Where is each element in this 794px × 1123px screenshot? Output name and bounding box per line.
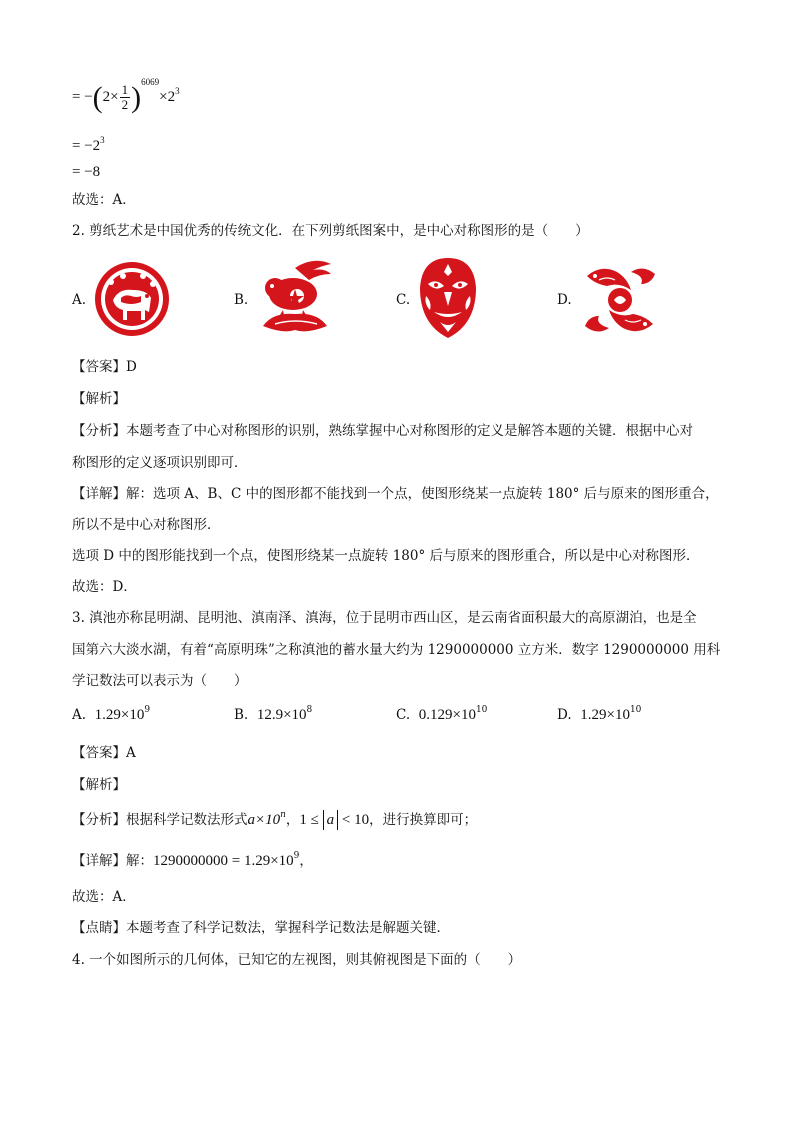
q1-conclusion: 故选：A． xyxy=(72,192,136,208)
q3-option-c xyxy=(396,707,487,724)
close-paren: ) xyxy=(131,81,142,114)
papercut-opera-mask-image xyxy=(418,256,478,340)
q3-answer: 【答案】A xyxy=(72,745,136,761)
inequality-text: < 10 xyxy=(338,812,370,828)
q2-option-a-label: A. xyxy=(72,292,87,308)
math-text: 2× xyxy=(102,89,119,105)
exponent: 10 xyxy=(629,705,642,715)
exponent: 6069 xyxy=(141,77,160,87)
fraction-numerator: 1 xyxy=(121,82,129,98)
option-value: 0.129×10 xyxy=(418,707,476,723)
q2-stem: 2. 剪纸艺术是中国优秀的传统文化．在下列剪纸图案中，是中心对称图形的是（ ） xyxy=(72,223,589,239)
option-label: A. xyxy=(72,707,87,723)
q2-analysis-line-2: 称图形的定义逐项识别即可． xyxy=(72,455,248,471)
q3-stem-line-1: 3. 滇池亦称昆明湖、昆明池、滇南泽、滇海，位于昆明市西山区，是云南省面积最大的高原湖泊，也是全 xyxy=(72,610,697,626)
exponent: n xyxy=(280,810,286,820)
q3-comment: 【点睛】本题考查了科学记数法，掌握科学记数法是解题关键． xyxy=(72,920,450,936)
math-line-3 xyxy=(72,162,100,182)
q3-conclusion: 故选：A． xyxy=(72,889,136,905)
fraction xyxy=(120,83,131,112)
exponent: 3 xyxy=(175,86,180,96)
q2-detail-line-2: 所以不是中心对称图形． xyxy=(72,517,221,533)
papercut-two-fish-image xyxy=(581,262,659,338)
math-text: = − xyxy=(72,89,93,105)
absolute-value: a xyxy=(323,810,339,830)
exponent: 9 xyxy=(293,851,300,861)
fraction-denominator: 2 xyxy=(121,97,129,113)
exponent: 10 xyxy=(475,705,488,715)
q2-option-c-label: C. xyxy=(396,292,411,308)
papercut-rabbit-image xyxy=(255,258,337,340)
math-line-1 xyxy=(72,77,180,114)
inequality-text: 1 ≤ xyxy=(299,812,323,828)
option-value: 1.29×10 xyxy=(94,707,145,723)
q2-option-d-label: D. xyxy=(557,292,572,308)
math-text: = −2 xyxy=(72,138,101,154)
math-line-2 xyxy=(72,136,105,156)
q3-option-b xyxy=(234,707,312,724)
q3-option-a xyxy=(72,707,150,724)
q3-stem-line-2: 国第六大淡水湖，有着“高原明珠”之称滇池的蓄水量大约为 1290000000 立方米．数字 1290000000 用科 xyxy=(72,642,721,658)
q3-analysis xyxy=(72,810,477,830)
detail-text: ， xyxy=(299,853,313,869)
q2-jiexi: 【解析】 xyxy=(72,391,126,407)
q3-detail xyxy=(72,851,313,871)
sci-notation-formula: a×10 xyxy=(247,812,281,828)
open-paren: ( xyxy=(92,81,103,114)
q3-jiexi: 【解析】 xyxy=(72,777,126,793)
option-value: 12.9×10 xyxy=(256,707,307,723)
option-label: D. xyxy=(557,707,572,723)
analysis-text: 【分析】根据科学记数法形式 xyxy=(72,812,248,828)
exponent: 3 xyxy=(100,135,105,145)
q2-answer: 【答案】D xyxy=(72,359,137,375)
option-value: 1.29×10 xyxy=(580,707,630,723)
q2-analysis-line-1: 【分析】本题考查了中心对称图形的识别，熟练掌握中心对称图形的定义是解答本题的关键．根据中心对 xyxy=(72,423,693,439)
option-label: B. xyxy=(234,707,249,723)
math-text: = −8 xyxy=(72,164,101,180)
q3-option-d xyxy=(557,707,641,724)
q2-option-b-label: B. xyxy=(234,292,249,308)
q3-stem-line-3: 学记数法可以表示为（ ） xyxy=(72,673,248,689)
option-label: C. xyxy=(396,707,411,723)
papercut-ox-image xyxy=(93,260,171,338)
math-text: ×2 xyxy=(159,89,176,105)
exponent: 9 xyxy=(144,705,151,715)
analysis-text: ，进行换算即可； xyxy=(369,812,478,828)
q2-conclusion: 故选：D． xyxy=(72,579,137,595)
analysis-text: ， xyxy=(285,812,300,828)
q2-detail-line-3: 选项 D 中的图形能找到一个点，使图形绕某一点旋转 180° 后与原来的图形重合，所以是中心对称图形． xyxy=(72,548,700,564)
detail-text: 【详解】解： xyxy=(72,853,153,869)
q4-stem: 4. 一个如图所示的几何体，已知它的左视图，则其俯视图是下面的（ ） xyxy=(72,952,522,968)
q2-detail-line-1: 【详解】解：选项 A、B、C 中的图形都不能找到一个点，使图形绕某一点旋转 180° 后与原来的图形重合， xyxy=(72,486,719,502)
detail-equation: 1290000000 = 1.29×10 xyxy=(153,853,294,869)
exponent: 8 xyxy=(306,705,313,715)
